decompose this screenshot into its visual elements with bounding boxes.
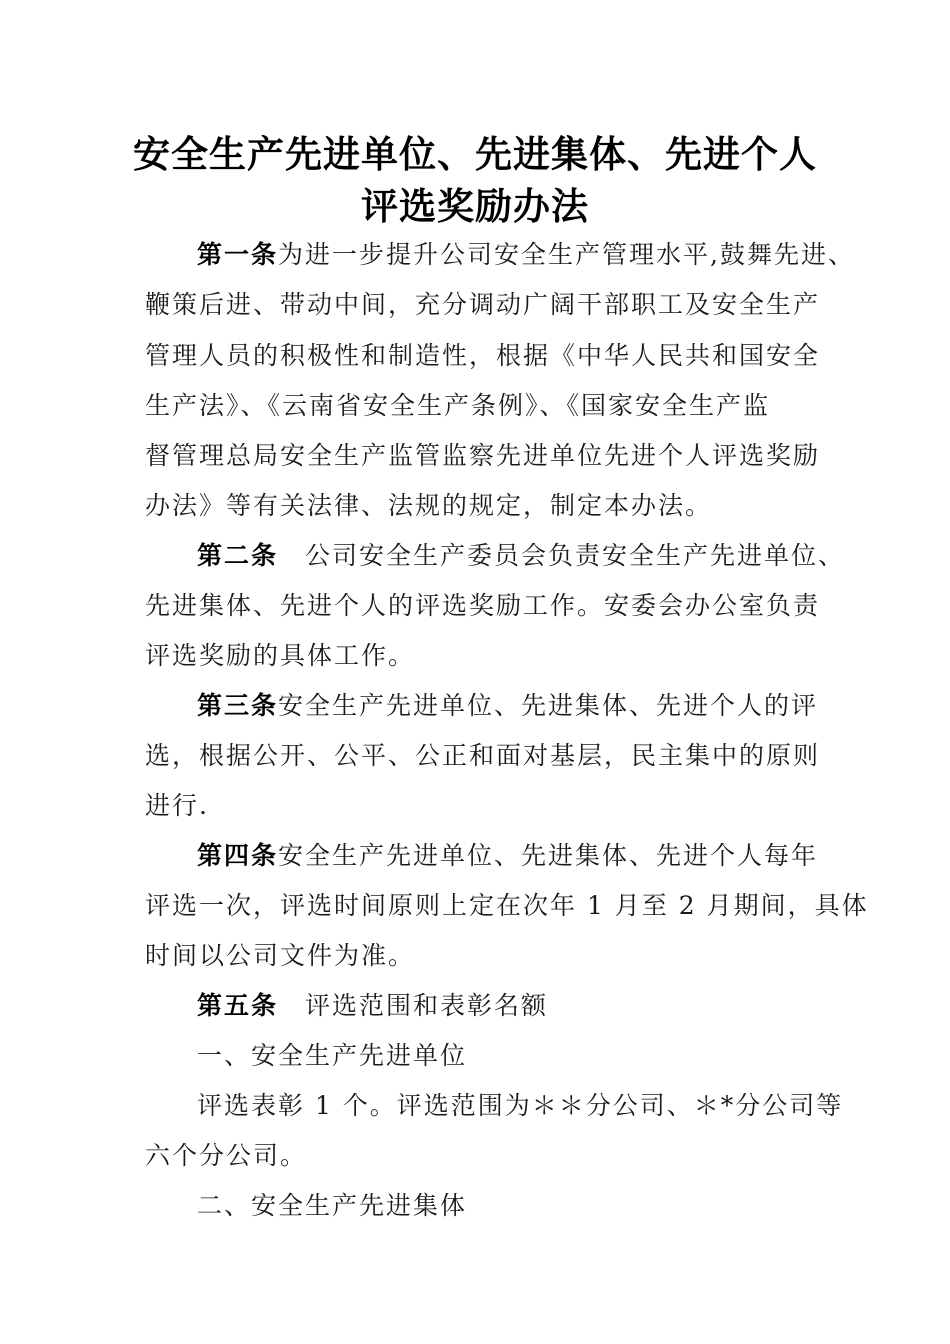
section-1-line-1: 评选表彰 1 个。评选范围为＊＊分公司、＊*分公司等 xyxy=(197,1091,844,1120)
article-3-line-2: 选，根据公开、公平、公正和面对基层，民主集中的原则 xyxy=(145,741,821,770)
section-1-heading: 一、安全生产先进单位 xyxy=(197,1041,468,1070)
article-5-line-1 xyxy=(197,986,548,1022)
article-3-line-1 xyxy=(197,686,818,722)
article-2-line-1 xyxy=(197,536,845,572)
article-2-text: 公司安全生产委员会负责安全生产先进单位、 xyxy=(278,541,846,570)
article-1-line-2: 鞭策后进、带动中间，充分调动广阔干部职工及安全生产 xyxy=(145,290,821,319)
article-4-text: 安全生产先进单位、先进集体、先进个人每年 xyxy=(278,841,819,870)
article-1-line-1 xyxy=(197,235,855,271)
article-1-line-6: 办法》等有关法律、法规的规定，制定本办法。 xyxy=(145,491,713,520)
section-1-line-2: 六个分公司。 xyxy=(145,1141,308,1170)
article-4-line-1 xyxy=(197,836,818,872)
article-4-line-3: 时间以公司文件为准。 xyxy=(145,941,416,970)
article-1-line-5: 督管理总局安全生产监管监察先进单位先进个人评选奖励 xyxy=(145,441,821,470)
article-2-line-3: 评选奖励的具体工作。 xyxy=(145,641,416,670)
article-4-line-2: 评选一次，评选时间原则上定在次年 1 月至 2 月期间，具体 xyxy=(145,891,869,920)
article-1-label: 第一条 xyxy=(197,240,279,269)
article-2-line-2: 先进集体、先进个人的评选奖励工作。安委会办公室负责 xyxy=(145,591,821,620)
document-title-line-2: 评选奖励办法 xyxy=(361,184,589,228)
article-1-line-4: 生产法》、《云南省安全生产条例》、《国家安全生产监 xyxy=(145,391,771,420)
article-5-text: 评选范围和表彰名额 xyxy=(278,991,549,1020)
article-3-text: 安全生产先进单位、先进集体、先进个人的评 xyxy=(278,691,819,720)
document-title-line-1: 安全生产先进单位、先进集体、先进个人 xyxy=(133,132,817,176)
article-4-label: 第四条 xyxy=(197,841,279,870)
section-2-heading: 二、安全生产先进集体 xyxy=(197,1191,468,1220)
article-3-label: 第三条 xyxy=(197,691,279,720)
article-1-text: 为进一步提升公司安全生产管理水平,鼓舞先进、 xyxy=(278,240,855,269)
article-5-label: 第五条 xyxy=(197,991,279,1020)
article-1-line-3: 管理人员的积极性和制造性，根据《中华人民共和国安全 xyxy=(145,341,821,370)
article-3-line-3: 进行. xyxy=(145,791,209,820)
article-2-label: 第二条 xyxy=(197,541,279,570)
